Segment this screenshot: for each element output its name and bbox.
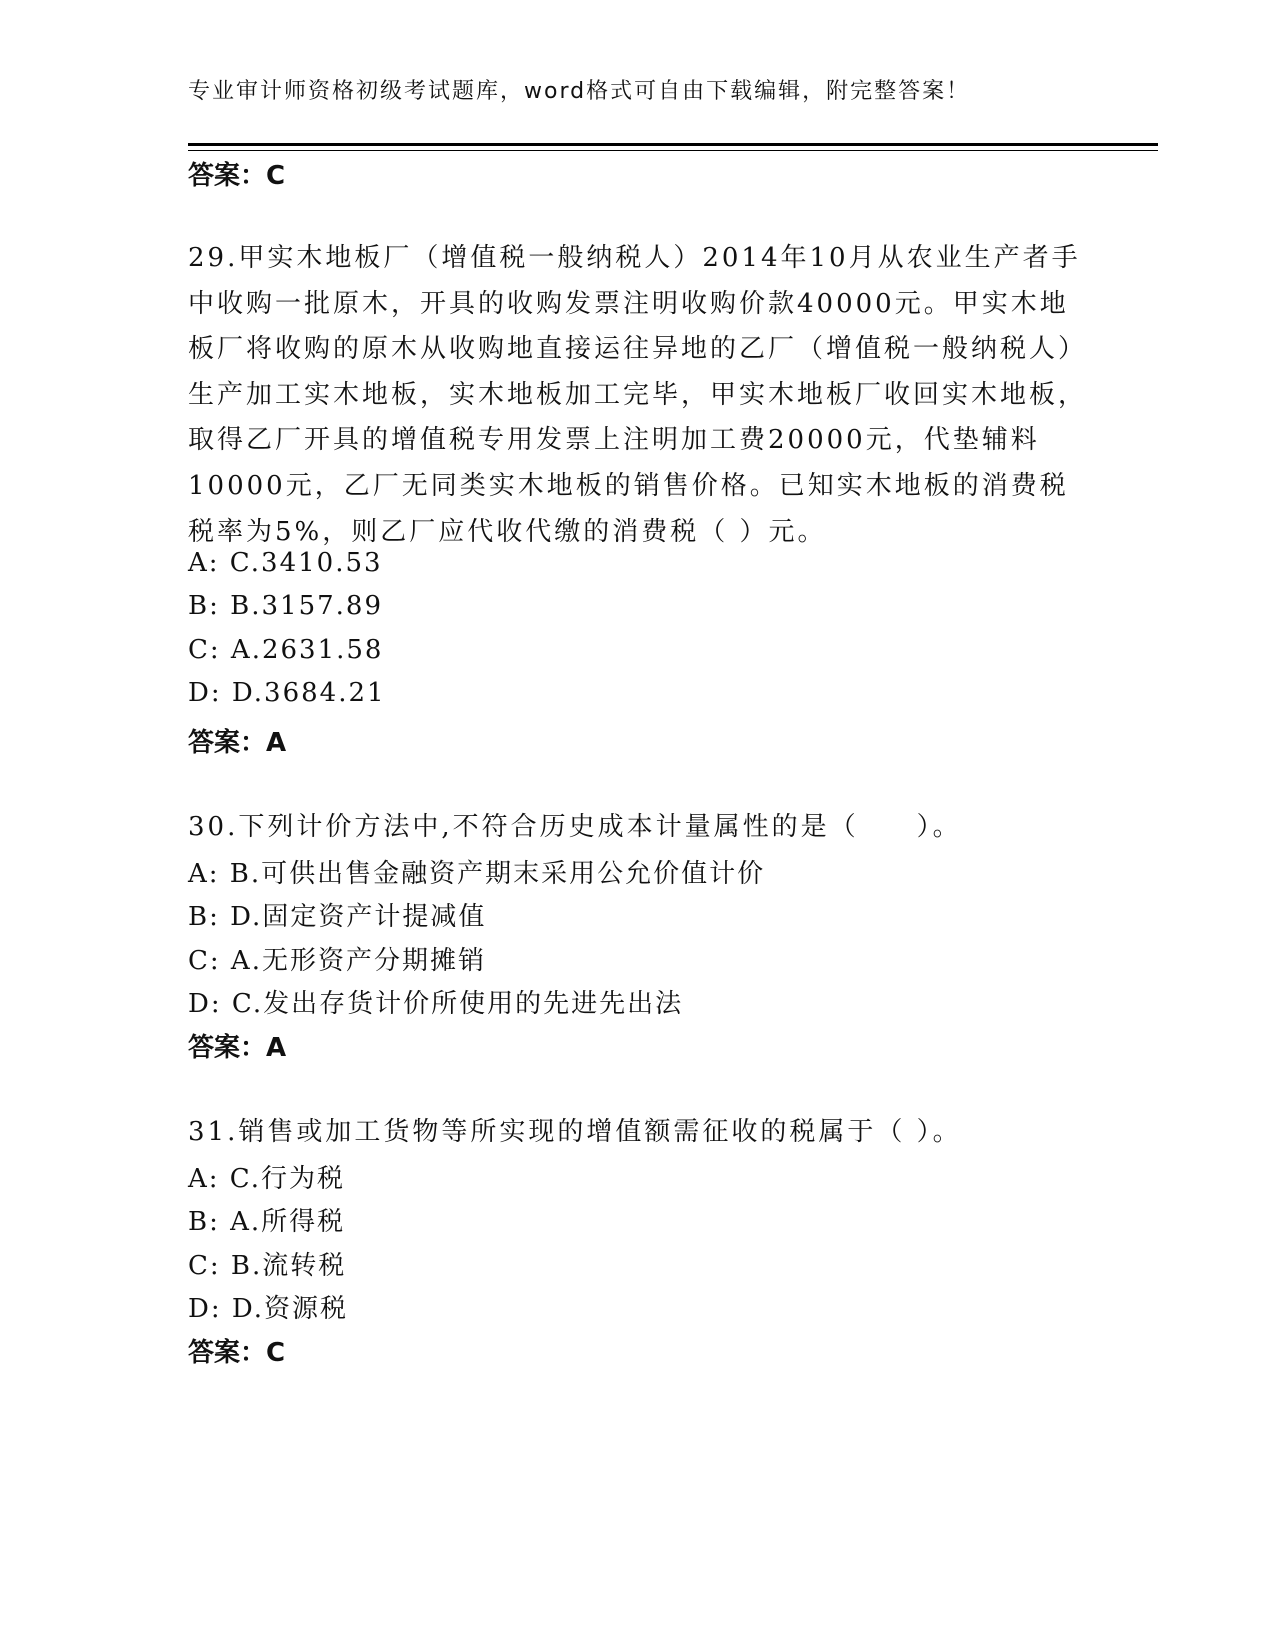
question-29-stem: 29.甲实木地板厂（增值税一般纳税人）2014年10月从农业生产者手中收购一批原木，开具的收购发票注明收购价款40000元。甲实木地板厂将收购的原木从收购地直接运往异地的乙厂（增值税一般纳税人）生产加工实木地板，实木地板加工完毕，甲实木地板厂收回实木地板，取得乙厂开具的增值税专用发票上注明加工费20000元，代垫辅料10000元，乙厂无同类实木地板的销售价格。已知实木地板的消费税税率为5%，则乙厂应代收代缴的消费税（ ）元。: [188, 243, 1088, 547]
header-rule-thick: [188, 143, 1158, 146]
question-31-stem: 31.销售或加工货物等所实现的增值额需征收的税属于（ ）。: [188, 1117, 962, 1147]
question-29-option-b: B: B.3157.89: [188, 591, 384, 621]
question-29-option-a: A: C.3410.53: [188, 548, 383, 578]
previous-answer: 答案：C: [188, 161, 286, 191]
question-30-stem: 30.下列计价方法中,不符合历史成本计量属性的是（ ）。: [188, 812, 962, 842]
question-30-option-a: A: B.可供出售金融资产期末采用公允价值计价: [188, 859, 766, 889]
question-31-answer: 答案：C: [188, 1338, 286, 1368]
question-29-answer: 答案：A: [188, 728, 287, 758]
header-note: 专业审计师资格初级考试题库，word格式可自由下载编辑，附完整答案！: [188, 79, 971, 104]
header-rule-thin: [188, 150, 1158, 151]
question-31-option-d: D: D.资源税: [188, 1294, 349, 1324]
question-30-option-c: C: A.无形资产分期摊销: [188, 946, 486, 976]
question-29-option-d: D: D.3684.21: [188, 678, 386, 708]
question-31-option-a: A: C.行为税: [188, 1164, 346, 1194]
question-30-option-d: D: C.发出存货计价所使用的先进先出法: [188, 989, 684, 1019]
question-29-option-c: C: A.2631.58: [188, 635, 384, 665]
question-30-option-b: B: D.固定资产计提减值: [188, 902, 487, 932]
question-30-answer: 答案：A: [188, 1033, 287, 1063]
question-31-option-c: C: B.流转税: [188, 1251, 347, 1281]
question-31-option-b: B: A.所得税: [188, 1207, 346, 1237]
